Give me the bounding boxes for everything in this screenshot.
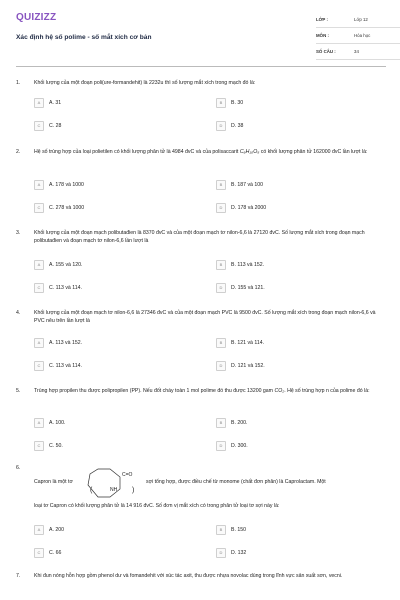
question-text: Khối lượng của một đoạn mạch polibutađien là 8370 đvC và của một đoạn mạch tơ nilon-6,6 là 27120 đvC. Số lượng mắt xích trong đoạn mạch polibutađien và đoạn mạch tơ nilon-6,6 lần lượt là [34, 230, 365, 244]
question-number: 1. [16, 80, 21, 86]
meta-row-subject [316, 28, 400, 44]
option-text: A. 155 và 120. [49, 261, 83, 268]
option-text: A. 113 và 152. [49, 339, 83, 346]
option-b[interactable] [216, 337, 264, 348]
option-text: B. 200. [231, 419, 248, 426]
option-letter-badge: B [216, 180, 226, 190]
question-text: Khi đun nóng hỗn hợp gồm phenol dư và fomandehit với xúc tác axit, thu được nhựa novolac dùng trong lĩnh vực sản xuất sơn, vecni. [34, 573, 343, 579]
meta-row-grade [316, 12, 400, 28]
option-c[interactable] [34, 202, 84, 213]
option-letter-badge: B [216, 525, 226, 535]
option-text: D. 121 và 152. [231, 362, 265, 369]
question-text: Hệ số trùng hợp của loại polietilen có khối lượng phân tử là 4984 đvC và của polisaccarit C₆H₁₀O₅ có khối lượng phân tử 162000 đvC lần lượt là: [34, 149, 368, 155]
option-letter-badge: D [216, 548, 226, 558]
question-number: 3. [16, 230, 21, 236]
option-b[interactable] [216, 259, 264, 270]
option-c[interactable] [34, 547, 61, 558]
carbonyl-label: C=O [122, 472, 133, 478]
option-letter-badge: C [34, 548, 44, 558]
option-letter-badge: B [216, 338, 226, 348]
option-text: B. 113 và 152. [231, 261, 265, 268]
option-c[interactable] [34, 360, 82, 371]
option-b[interactable] [216, 524, 246, 535]
option-letter-badge: C [34, 203, 44, 213]
option-letter-badge: C [34, 283, 44, 293]
meta-row-count [316, 44, 400, 60]
question-text-start: Capron là một tơ [34, 479, 73, 485]
option-letter-badge: D [216, 283, 226, 293]
option-letter-badge: A [34, 338, 44, 348]
header-divider [16, 66, 386, 67]
option-b[interactable] [216, 179, 263, 190]
worksheet-title: Xác định hệ số polime - số mắt xích cơ bản [16, 34, 152, 41]
option-letter-badge: A [34, 418, 44, 428]
question-number: 2. [16, 149, 21, 155]
option-text: A. 200 [49, 526, 64, 533]
option-d[interactable] [216, 120, 243, 131]
option-text: C. 113 và 114. [49, 362, 82, 369]
option-text: C. 66 [49, 549, 62, 556]
option-text: D. 132 [231, 549, 247, 556]
question-text-cont: sợi tổng hợp, được điều chế từ monome (chất đơn phân) là Caprolactam. Một [146, 479, 326, 485]
option-letter-badge: A [34, 180, 44, 190]
meta-value: Lớp 12 [354, 17, 368, 22]
option-d[interactable] [216, 547, 246, 558]
meta-value: 34 [354, 49, 359, 54]
option-letter-badge: A [34, 260, 44, 270]
option-text: B. 121 và 114. [231, 339, 265, 346]
option-letter-badge: A [34, 98, 44, 108]
option-d[interactable] [216, 282, 265, 293]
close-paren: ) [132, 487, 135, 494]
question-text: Khối lượng của một đoạn poli(ure-formandehit) là 2232u thì số lượng mắt xích trong mạch đó là: [34, 80, 256, 86]
option-d[interactable] [216, 360, 265, 371]
option-a[interactable] [34, 337, 82, 348]
option-a[interactable] [34, 179, 84, 190]
option-b[interactable] [216, 97, 243, 108]
option-letter-badge: D [216, 203, 226, 213]
meta-label: SỐ CÂU : [316, 49, 336, 54]
meta-label: MÔN : [316, 33, 329, 38]
option-letter-badge: D [216, 441, 226, 451]
meta-table [316, 12, 400, 60]
option-letter-badge: B [216, 418, 226, 428]
formula-co2: CO₂ [274, 388, 285, 394]
option-text: C. 50. [49, 442, 63, 449]
option-text: A. 178 và 1000 [49, 181, 84, 188]
open-paren: ( [90, 487, 93, 494]
option-letter-badge: C [34, 121, 44, 131]
option-text: D. 38 [231, 122, 244, 129]
option-text: D. 155 và 121. [231, 284, 265, 291]
question-text: Khối lượng của một đoạn mạch tơ nilon-6,6 là 27346 đvC và của một đoạn mạch PVC là 9500 đvC. Số lượng mắt xích trong đoạn mạch nilon-6,6 và PVC nêu trên lần lượt là [34, 310, 376, 324]
meta-value: Hóa học [354, 33, 371, 38]
option-letter-badge: B [216, 260, 226, 270]
option-text: A. 100. [49, 419, 66, 426]
option-text: C. 278 và 1000 [49, 204, 85, 211]
option-c[interactable] [34, 282, 82, 293]
option-text: B. 187 và 100 [231, 181, 264, 188]
option-text: C. 28 [49, 122, 62, 129]
question-number: 5. [16, 388, 21, 394]
option-text: D. 178 và 2000 [231, 204, 267, 211]
quizizz-logo: QUIZIZZ [16, 12, 57, 23]
option-text: B. 150 [231, 526, 246, 533]
option-letter-badge: D [216, 361, 226, 371]
option-letter-badge: B [216, 98, 226, 108]
option-text: D. 300. [231, 442, 248, 449]
option-letter-badge: C [34, 441, 44, 451]
option-a[interactable] [34, 97, 61, 108]
option-a[interactable] [34, 524, 64, 535]
option-d[interactable] [216, 202, 266, 213]
option-text: B. 30 [231, 99, 244, 106]
option-text: A. 31 [49, 99, 62, 106]
formula-polysaccharide: C₆H₁₀O₅ [239, 149, 260, 155]
option-letter-badge: A [34, 525, 44, 535]
question-number: 6. [16, 465, 21, 471]
option-letter-badge: D [216, 121, 226, 131]
option-c[interactable] [34, 440, 63, 451]
option-a[interactable] [34, 417, 65, 428]
meta-label: LỚP : [316, 17, 328, 22]
question-number: 4. [16, 310, 21, 316]
amine-label: NH [110, 487, 118, 493]
question-number: 7. [16, 573, 21, 579]
option-c[interactable] [34, 120, 61, 131]
option-a[interactable] [34, 259, 82, 270]
option-b[interactable] [216, 417, 247, 428]
option-letter-badge: C [34, 361, 44, 371]
option-text: C. 113 và 114. [49, 284, 82, 291]
question-text-line2: loại tơ Capron có khối lượng phân tử là 14 916 đvC. Số đơn vị mắt xích có trong phân tử loại tơ sợi này là: [34, 503, 280, 509]
worksheet-header [16, 12, 388, 56]
option-d[interactable] [216, 440, 248, 451]
question-text: Trùng hợp propilen thu được polipropilen (PP). Nếu đốt cháy toàn 1 mol polime đó thu được 13200 gam CO₂. Hệ số trùng hợp n của polime đó là: [34, 388, 370, 394]
